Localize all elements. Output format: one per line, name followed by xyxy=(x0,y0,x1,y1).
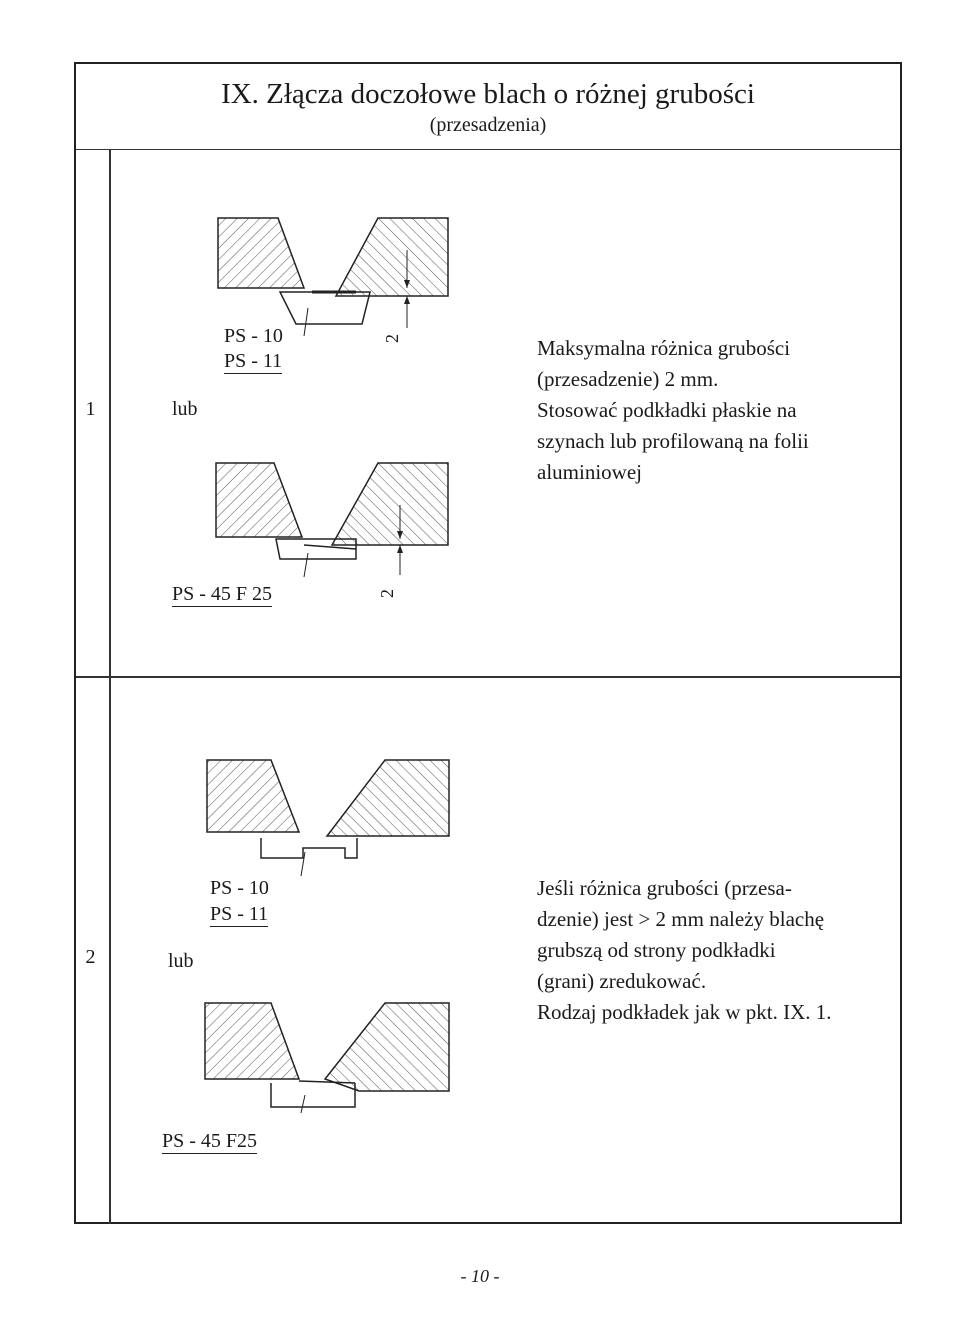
row-2-description xyxy=(537,873,859,1028)
row-2-desc-line-2: dzenie) jest > 2 mm należy blachę xyxy=(537,907,825,931)
row-1-description xyxy=(537,333,857,488)
row-1-alt-label: lub xyxy=(172,398,198,420)
row-2-figure-bottom xyxy=(195,995,460,1115)
row-2-label-ps10: PS - 10 xyxy=(210,877,269,899)
plate-left xyxy=(216,463,302,537)
row-divider xyxy=(76,676,900,678)
plate-right xyxy=(327,760,449,836)
row-2-label-ps45: PS - 45 F25 xyxy=(162,1130,258,1152)
row-2-figure-top xyxy=(195,752,460,882)
row-2-alt-label: lub xyxy=(168,950,194,972)
row-2-desc-line-4: (grani) zredukować. xyxy=(537,969,707,993)
plate-right xyxy=(336,218,448,296)
title-row xyxy=(76,64,900,150)
row-1-desc-line-5: aluminiowej xyxy=(537,460,642,484)
page-title: IX. Złącza doczołowe blach o różnej grubości xyxy=(221,78,755,110)
backing-strip xyxy=(271,1083,355,1107)
row-2-label-ps11: PS - 11 xyxy=(210,903,269,925)
plate-right xyxy=(325,1003,449,1091)
plate-left xyxy=(218,218,304,288)
row-1-desc-line-2: (przesadzenie) 2 mm. xyxy=(537,367,719,391)
page-subtitle: (przesadzenia) xyxy=(429,114,547,136)
number-column-divider xyxy=(109,150,111,1224)
row-1-desc-line-3: Stosować podkładki płaskie na xyxy=(537,398,797,422)
page-number: - 10 - xyxy=(460,1266,500,1286)
row-1-desc-line-4: szynach lub profilowaną na folii xyxy=(537,429,809,453)
row-2-desc-line-1: Jeśli różnica grubości (przesa- xyxy=(537,876,792,900)
row-1-dimension-bottom: 2 xyxy=(377,589,397,598)
row-1-figure-top xyxy=(200,210,460,340)
row-1-figure-bottom xyxy=(200,455,460,580)
plate-left xyxy=(205,1003,299,1079)
plate-left xyxy=(207,760,299,832)
plate-right xyxy=(332,463,448,545)
row-2-number: 2 xyxy=(85,946,96,968)
backing-strip xyxy=(261,838,357,858)
row-1-label-ps10: PS - 10 xyxy=(224,325,283,347)
row-1-dimension-top: 2 xyxy=(382,334,402,343)
row-1-label-ps45: PS - 45 F 25 xyxy=(172,583,273,605)
row-2-desc-line-3: grubszą od strony podkładki xyxy=(537,938,776,962)
row-1-desc-line-1: Maksymalna różnica grubości xyxy=(537,336,791,360)
row-1-label-ps11: PS - 11 xyxy=(224,350,283,372)
row-2-desc-line-5: Rodzaj podkładek jak w pkt. IX. 1. xyxy=(537,1000,832,1024)
backing-strip xyxy=(280,292,370,324)
row-1-number: 1 xyxy=(85,398,96,420)
